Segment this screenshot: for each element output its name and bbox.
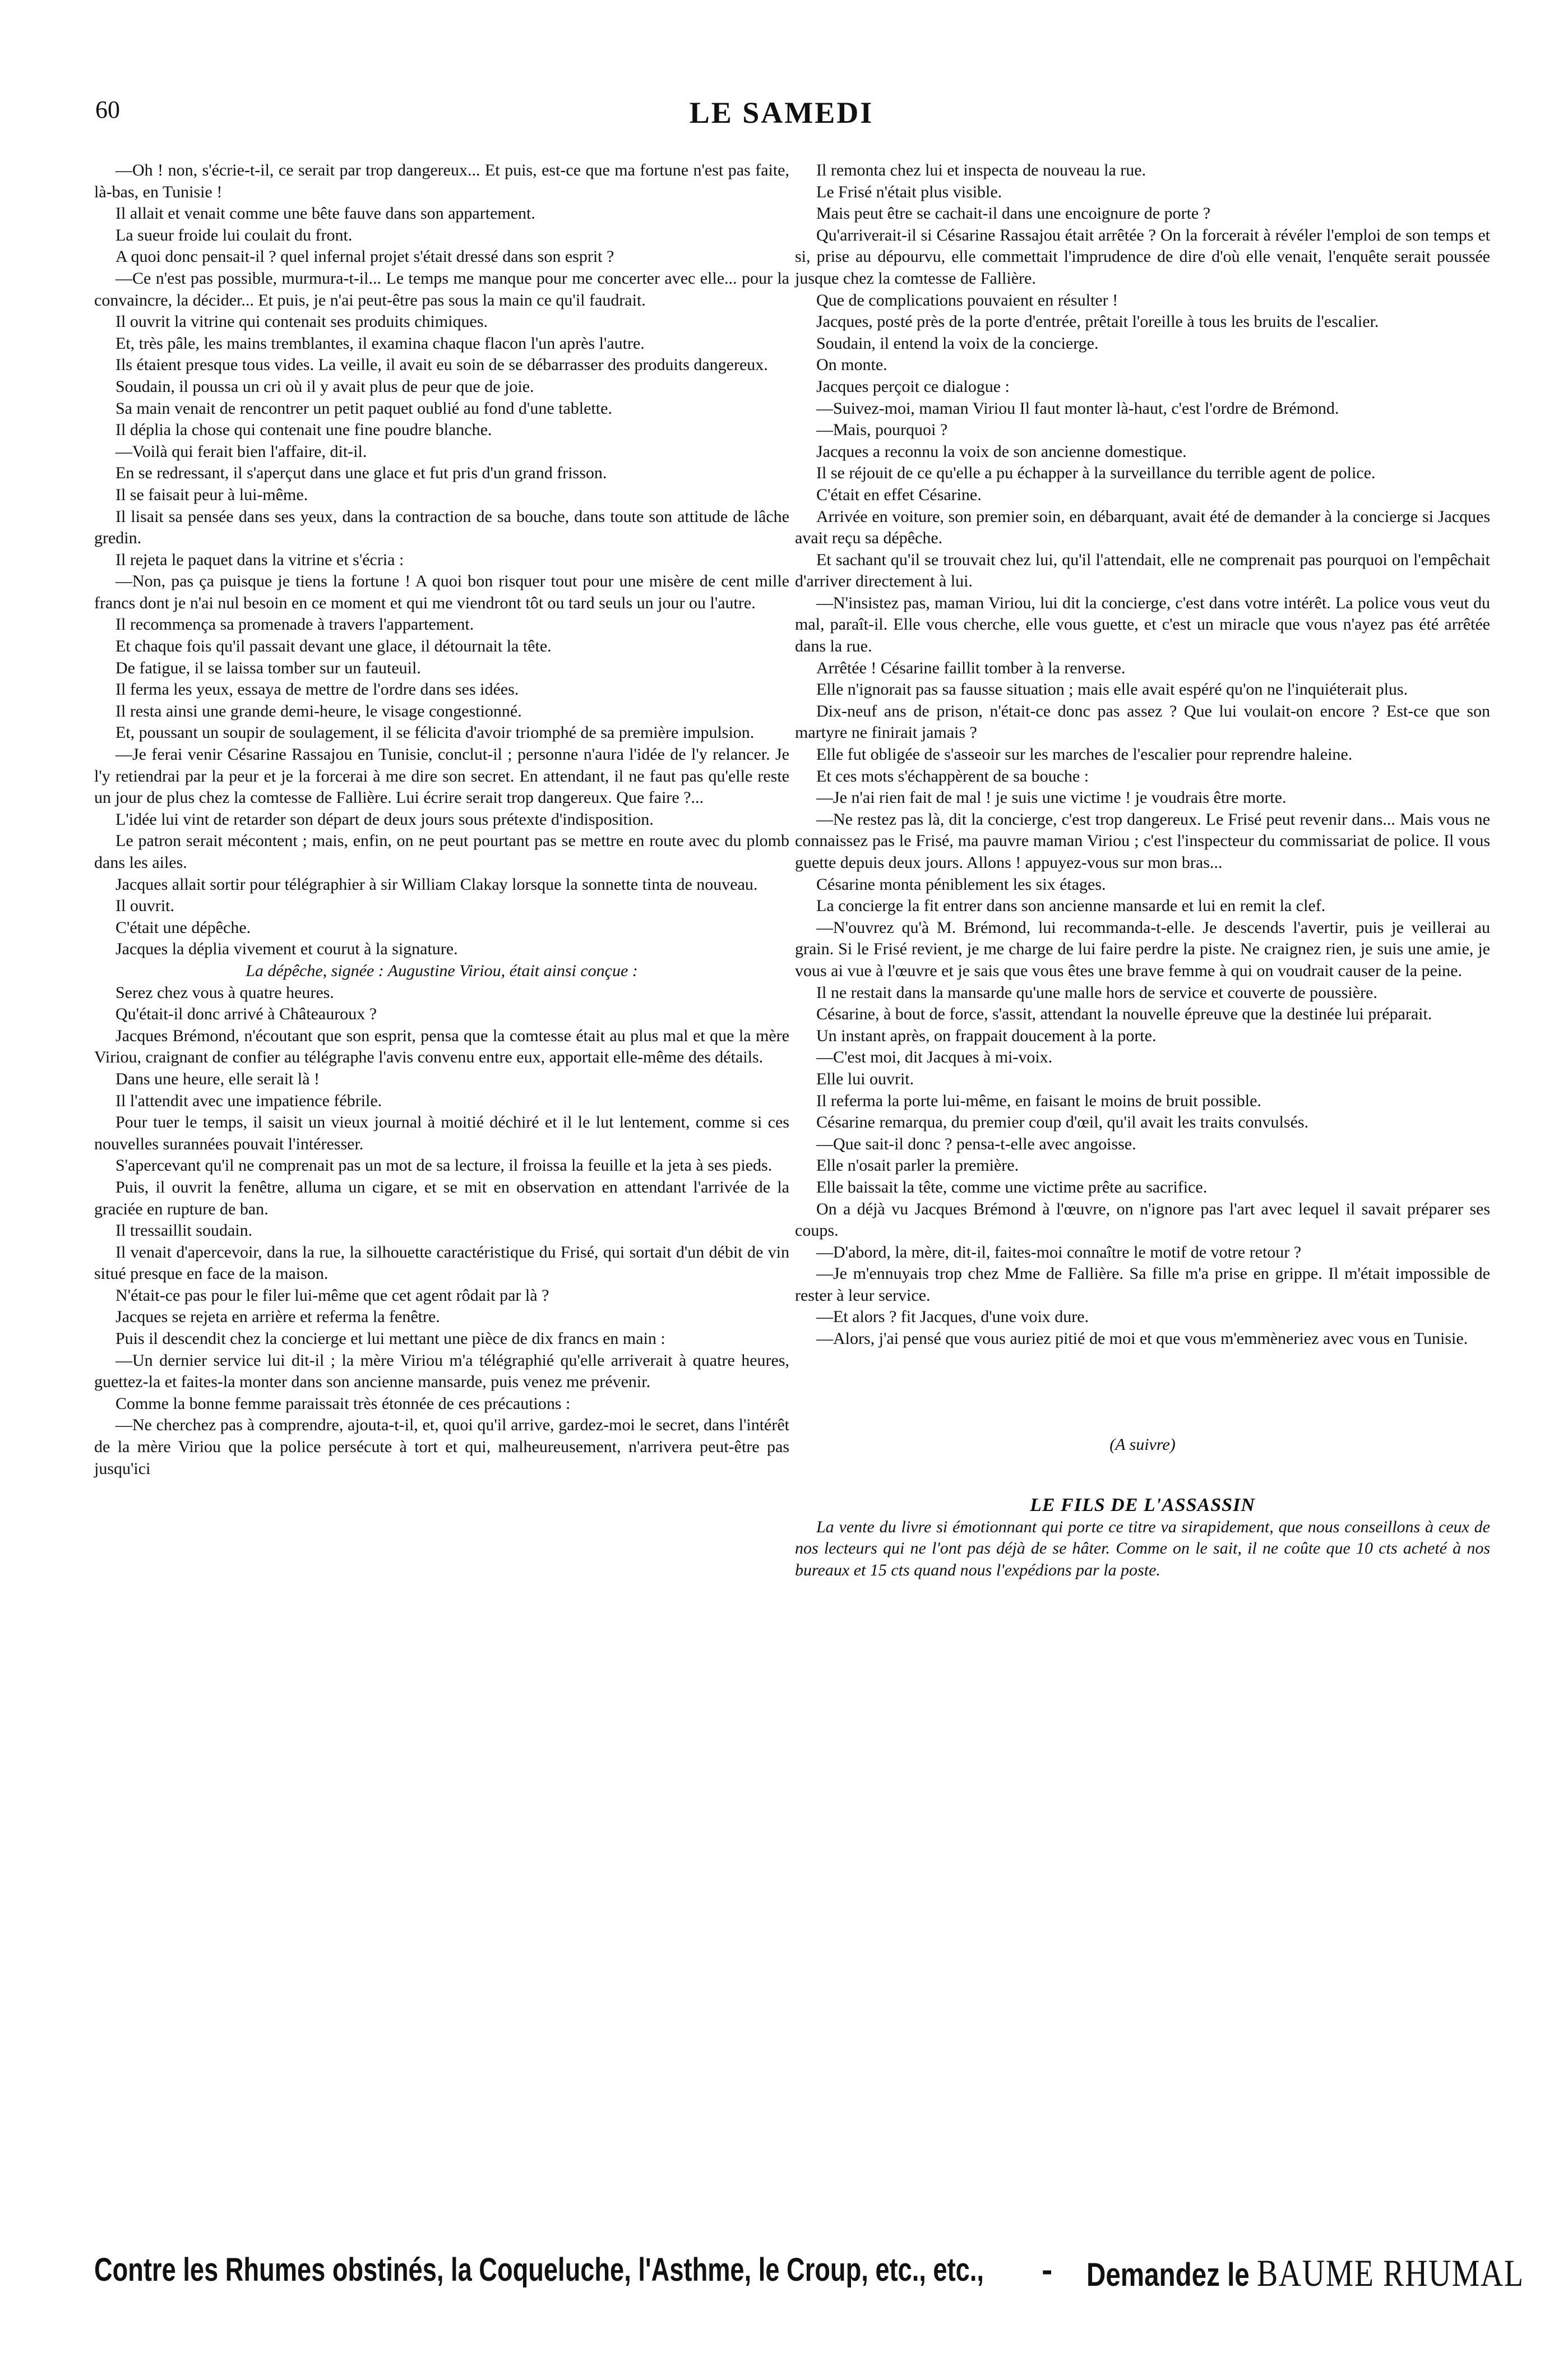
- paragraph: Il allait et venait comme une bête fauve dans son appartement.: [115, 204, 535, 223]
- paragraph: —Ne restez pas là, dit la concierge, c'est trop dangereux. Le Frisé peut revenir dans... Mais vous ne connaissez pas le Frisé, ma pauvre maman Viriou ; c'est l'inspecteur du commissariat de police. Il vous guette depuis deux jours. Allons ! appuyez-vous sur mon bras...: [795, 810, 1490, 872]
- paragraph: —Je m'ennuyais trop chez Mme de Fallière. Sa fille m'a prise en grippe. Il m'était impossible de rester à leur service.: [795, 1264, 1490, 1305]
- paragraph: Jacques perçoit ce dialogue :: [816, 377, 1010, 396]
- footer-ad-dash: -: [1042, 2252, 1053, 2288]
- paragraph: C'était en effet Césarine.: [816, 485, 982, 504]
- paragraph: Et ces mots s'échappèrent de sa bouche :: [816, 766, 1089, 785]
- feuilleton-notice: [795, 1517, 1490, 1582]
- paragraph: —Suivez-moi, maman Viriou Il faut monter là-haut, c'est l'ordre de Brémond.: [816, 399, 1339, 418]
- paragraph: Puis, il ouvrit la fenêtre, alluma un cigare, et se mit en observation en attendant l'arrivée de la graciée en rupture de ban.: [94, 1177, 789, 1218]
- paragraph: Qu'était-il donc arrivé à Châteauroux ?: [115, 1005, 377, 1024]
- paragraph: Puis il descendit chez la concierge et lui mettant une pièce de dix francs en main :: [115, 1329, 665, 1348]
- paragraph: —Alors, j'ai pensé que vous auriez pitié de moi et que vous m'emmèneriez avec vous en Tunisie.: [816, 1329, 1468, 1348]
- paragraph: Il déplia la chose qui contenait une fine poudre blanche.: [115, 420, 492, 440]
- paragraph: De fatigue, il se laissa tomber sur un fauteuil.: [115, 658, 421, 677]
- a-suivre-note: (A suivre): [1109, 1435, 1176, 1454]
- paragraph: Mais peut être se cachait-il dans une encoignure de porte ?: [816, 204, 1211, 223]
- paragraph: Césarine monta péniblement les six étages.: [816, 875, 1106, 894]
- paragraph: La concierge la fit entrer dans son ancienne mansarde et lui en remit la clef.: [816, 896, 1326, 916]
- paragraph: S'apercevant qu'il ne comprenait pas un mot de sa lecture, il froissa la feuille et la jeta à ses pieds.: [115, 1156, 773, 1175]
- paragraph: —Je ferai venir Césarine Rassajou en Tunisie, conclut-il ; personne n'aura l'idée de l'y relancer. Je l'y retiendrai par la peur et je la forcerai à me dire son secret. En attendant, il ne faut pas qu'elle reste un jour de plus chez la comtesse de Fallière. Lui écrire serait trop dangereux. Que faire ?...: [94, 745, 789, 807]
- paragraph: Que de complications pouvaient en résulter !: [816, 290, 1118, 309]
- page-header: [95, 95, 1468, 135]
- paragraph: Il se réjouit de ce qu'elle a pu échapper à la surveillance du terrible agent de police.: [816, 464, 1376, 483]
- paragraph: Il venait d'apercevoir, dans la rue, la silhouette caractéristique du Frisé, qui sortait d'un débit de vin situé presque en face de la maison.: [94, 1242, 789, 1283]
- paragraph: Le Frisé n'était plus visible.: [816, 182, 1002, 201]
- paragraph: Il ne restait dans la mansarde qu'une malle hors de service et couverte de poussière.: [816, 983, 1377, 1002]
- paragraph: —Que sait-il donc ? pensa-t-elle avec angoisse.: [816, 1134, 1136, 1153]
- footer-ad-left: Contre les Rhumes obstinés, la Coqueluche, l'Asthme, le Croup, etc., etc.,: [94, 2252, 984, 2288]
- feuilleton-title: LE FILS DE L'ASSASSIN: [1030, 1495, 1255, 1516]
- paragraph: Elle n'ignorait pas sa fausse situation ; mais elle avait espéré qu'on ne l'inquiéterait plus.: [816, 680, 1408, 699]
- paragraph: Arrivée en voiture, son premier soin, en débarquant, avait été de demander à la concierge si Jacques avait reçu sa dépêche.: [795, 507, 1490, 548]
- paragraph: Et sachant qu'il se trouvait chez lui, qu'il l'attendait, elle ne comprenait pas pourquoi on l'empêchait d'arriver directement à lui.: [795, 550, 1490, 591]
- footer-ad-demandez: Demandez le: [1086, 2257, 1250, 2293]
- paragraph: Jacques, posté près de la porte d'entrée, prêtait l'oreille à tous les bruits de l'escalier.: [816, 312, 1379, 331]
- paragraph: Elle n'osait parler la première.: [816, 1156, 1019, 1175]
- paragraph: N'était-ce pas pour le filer lui-même que cet agent rôdait par là ?: [115, 1286, 549, 1305]
- footer-ad-brand: BAUME RHUMAL: [1256, 2252, 1524, 2294]
- paragraph: Le patron serait mécontent ; mais, enfin, on ne peut pourtant pas se mettre en route avec du plomb dans les ailes.: [94, 831, 789, 872]
- paragraph: Il ferma les yeux, essaya de mettre de l'ordre dans ses idées.: [115, 680, 519, 699]
- paragraph: —Ne cherchez pas à comprendre, ajouta-t-il, et, quoi qu'il arrive, gardez-moi le secret, dans l'intérêt de la mère Viriou que la police persécute à tort et qui, malheureusement, n'arrivera peut-être pas jusqu'ici: [94, 1416, 789, 1478]
- paragraph: La dépêche, signée : Augustine Viriou, était ainsi conçue :: [246, 961, 638, 980]
- paragraph: —Ce n'est pas possible, murmura-t-il... Le temps me manque pour me concerter avec elle... pour la convaincre, la décider... Et puis, je n'ai peut-être pas sous la main ce qu'il faudrait.: [94, 269, 789, 309]
- feuilleton-notice-text: La vente du livre si émotionnant qui porte ce titre va sirapidement, que nous conseillons à ceux de nos lecteurs qui ne l'ont pas déjà de se hâter. Comme on le sait, il ne coûte que 10 cts acheté à nos bureaux et 15 cts quand nous l'expédions par la poste.: [795, 1517, 1490, 1580]
- paragraph: Jacques la déplia vivement et courut à la signature.: [115, 940, 458, 959]
- paragraph: Il tressaillit soudain.: [115, 1221, 253, 1240]
- paragraph: —C'est moi, dit Jacques à mi-voix.: [816, 1048, 1053, 1067]
- paragraph: —D'abord, la mère, dit-il, faites-moi connaître le motif de votre retour ?: [816, 1242, 1302, 1261]
- paragraph: Arrêtée ! Césarine faillit tomber à la renverse.: [816, 658, 1126, 677]
- paragraph: La sueur froide lui coulait du front.: [115, 225, 353, 244]
- paragraph: Qu'arriverait-il si Césarine Rassajou était arrêtée ? On la forcerait à révéler l'emploi de son temps et si, prise au dépourvu, elle commettait l'imprudence de dire d'où elle venait, l'enquête serait poussée jusque chez la comtesse de Fallière.: [795, 225, 1490, 288]
- paragraph: Il ouvrit la vitrine qui contenait ses produits chimiques.: [115, 312, 488, 331]
- paragraph: Il lisait sa pensée dans ses yeux, dans la contraction de sa bouche, dans toute son attitude de lâche gredin.: [94, 507, 789, 548]
- left-column: [94, 160, 789, 1480]
- paragraph: A quoi donc pensait-il ? quel infernal projet s'était dressé dans son esprit ?: [115, 247, 614, 266]
- paragraph: Il rejeta le paquet dans la vitrine et s'écria :: [115, 550, 404, 569]
- paragraph: Elle fut obligée de s'asseoir sur les marches de l'escalier pour reprendre haleine.: [816, 745, 1353, 764]
- paragraph: Comme la bonne femme paraissait très étonnée de ces précautions :: [115, 1394, 571, 1413]
- paragraph: Sa main venait de rencontrer un petit paquet oublié au fond d'une tablette.: [115, 399, 612, 418]
- paragraph: Et, poussant un soupir de soulagement, il se félicita d'avoir triomphé de sa première impulsion.: [115, 723, 755, 742]
- paragraph: Jacques Brémond, n'écoutant que son esprit, pensa que la comtesse était au plus mal et que la mère Viriou, craignant de confier au télégraphe l'avis convenu entre eux, apportait elle-même des détails.: [94, 1026, 789, 1067]
- paragraph: Dans une heure, elle serait là !: [115, 1069, 320, 1088]
- paragraph: Elle baissait la tête, comme une victime prête au sacrifice.: [816, 1177, 1208, 1196]
- paragraph: Soudain, il poussa un cri où il y avait plus de peur que de joie.: [115, 377, 534, 396]
- paragraph: Dix-neuf ans de prison, n'était-ce donc pas assez ? Que lui voulait-on encore ? Est-ce que son martyre ne finirait jamais ?: [795, 701, 1490, 742]
- paragraph: Jacques se rejeta en arrière et referma la fenêtre.: [115, 1307, 440, 1327]
- paragraph: —N'insistez pas, maman Viriou, lui dit la concierge, c'est dans votre intérêt. La police vous veut du mal, paraît-il. Elle vous cherche, elle vous guette, et c'est un miracle que vous n'ayez pas été arrêtée dans la rue.: [795, 593, 1490, 656]
- paragraph: Césarine, à bout de force, s'assit, attendant la nouvelle épreuve que la destinée lui préparait.: [816, 1005, 1432, 1024]
- paragraph: Serez chez vous à quatre heures.: [115, 983, 334, 1002]
- paragraph: Il l'attendit avec une impatience fébrile.: [115, 1091, 382, 1110]
- paragraph: Soudain, il entend la voix de la concierge.: [816, 334, 1099, 353]
- paragraph: —Et alors ? fit Jacques, d'une voix dure.: [816, 1307, 1089, 1327]
- footer-advertisement: [94, 2251, 1524, 2296]
- paragraph: —Oh ! non, s'écrie-t-il, ce serait par trop dangereux... Et puis, est-ce que ma fortune n'est pas faite, là-bas, en Tunisie !: [94, 161, 789, 201]
- paragraph: C'était une dépêche.: [115, 918, 251, 937]
- paragraph: En se redressant, il s'aperçut dans une glace et fut pris d'un grand frisson.: [115, 464, 607, 483]
- paragraph: —Mais, pourquoi ?: [816, 420, 948, 440]
- paragraph: Césarine remarqua, du premier coup d'œil, qu'il avait les traits convulsés.: [816, 1113, 1309, 1132]
- paragraph: L'idée lui vint de retarder son départ de deux jours sous prétexte d'indisposition.: [115, 810, 654, 829]
- paragraph: —N'ouvrez qu'à M. Brémond, lui recommanda-t-elle. Je descends l'avertir, puis je veillerai au grain. Si le Frisé revient, je me charge de lui faire perdre la piste. Ne craignez rien, je suis une amie, je vous ai vue à l'œuvre et je sais que vous êtes une brave femme à qui on voudrait causer de la peine.: [795, 918, 1490, 980]
- right-column: [795, 160, 1490, 1582]
- paragraph: Il ouvrit.: [115, 896, 174, 916]
- paragraph: —Non, pas ça puisque je tiens la fortune ! A quoi bon risquer tout pour une misère de cent mille francs dont je n'ai nul besoin en ce moment et qui me viendront tôt ou tard seuls un jour ou l'autre.: [94, 572, 789, 612]
- paragraph: Il se faisait peur à lui-même.: [115, 485, 308, 504]
- footer-ad-right: [1086, 2251, 1524, 2295]
- right-column-paragraphs: [795, 160, 1490, 1350]
- paragraph: Jacques allait sortir pour télégraphier à sir William Clakay lorsque la sonnette tinta de nouveau.: [115, 875, 758, 894]
- paragraph: Il remonta chez lui et inspecta de nouveau la rue.: [816, 161, 1146, 179]
- page-number: 60: [95, 96, 120, 123]
- paragraph: —Un dernier service lui dit-il ; la mère Viriou m'a télégraphié qu'elle arriverait à quatre heures, guettez-la et faites-la monter dans son ancienne mansarde, puis venez me prévenir.: [94, 1351, 789, 1392]
- paragraph: Jacques a reconnu la voix de son ancienne domestique.: [816, 442, 1187, 461]
- paragraph: Il referma la porte lui-même, en faisant le moins de bruit possible.: [816, 1091, 1261, 1110]
- paragraph: Pour tuer le temps, il saisit un vieux journal à moitié déchiré et il le lut lentement, comme si ces nouvelles surannées pouvait l'intéresser.: [94, 1113, 789, 1153]
- paragraph: Il resta ainsi une grande demi-heure, le visage congestionné.: [115, 701, 522, 720]
- paragraph: Ils étaient presque tous vides. La veille, il avait eu soin de se débarrasser des produits dangereux.: [115, 355, 768, 375]
- paragraph: Elle lui ouvrit.: [816, 1069, 914, 1088]
- paragraph: Il recommença sa promenade à travers l'appartement.: [115, 615, 474, 634]
- paragraph: On monte.: [816, 355, 887, 375]
- paragraph: Et, très pâle, les mains tremblantes, il examina chaque flacon l'un après l'autre.: [115, 334, 645, 353]
- paragraph: On a déjà vu Jacques Brémond à l'œuvre, on n'ignore pas l'art avec lequel il savait préparer ses coups.: [795, 1199, 1490, 1240]
- paragraph: —Voilà qui ferait bien l'affaire, dit-il.: [115, 442, 367, 461]
- paragraph: —Je n'ai rien fait de mal ! je suis une victime ! je voudrais être morte.: [816, 788, 1287, 807]
- paragraph: Un instant après, on frappait doucement à la porte.: [816, 1026, 1157, 1045]
- paragraph: Et chaque fois qu'il passait devant une glace, il détournait la tête.: [115, 637, 552, 656]
- masthead-title: LE SAMEDI: [689, 96, 874, 130]
